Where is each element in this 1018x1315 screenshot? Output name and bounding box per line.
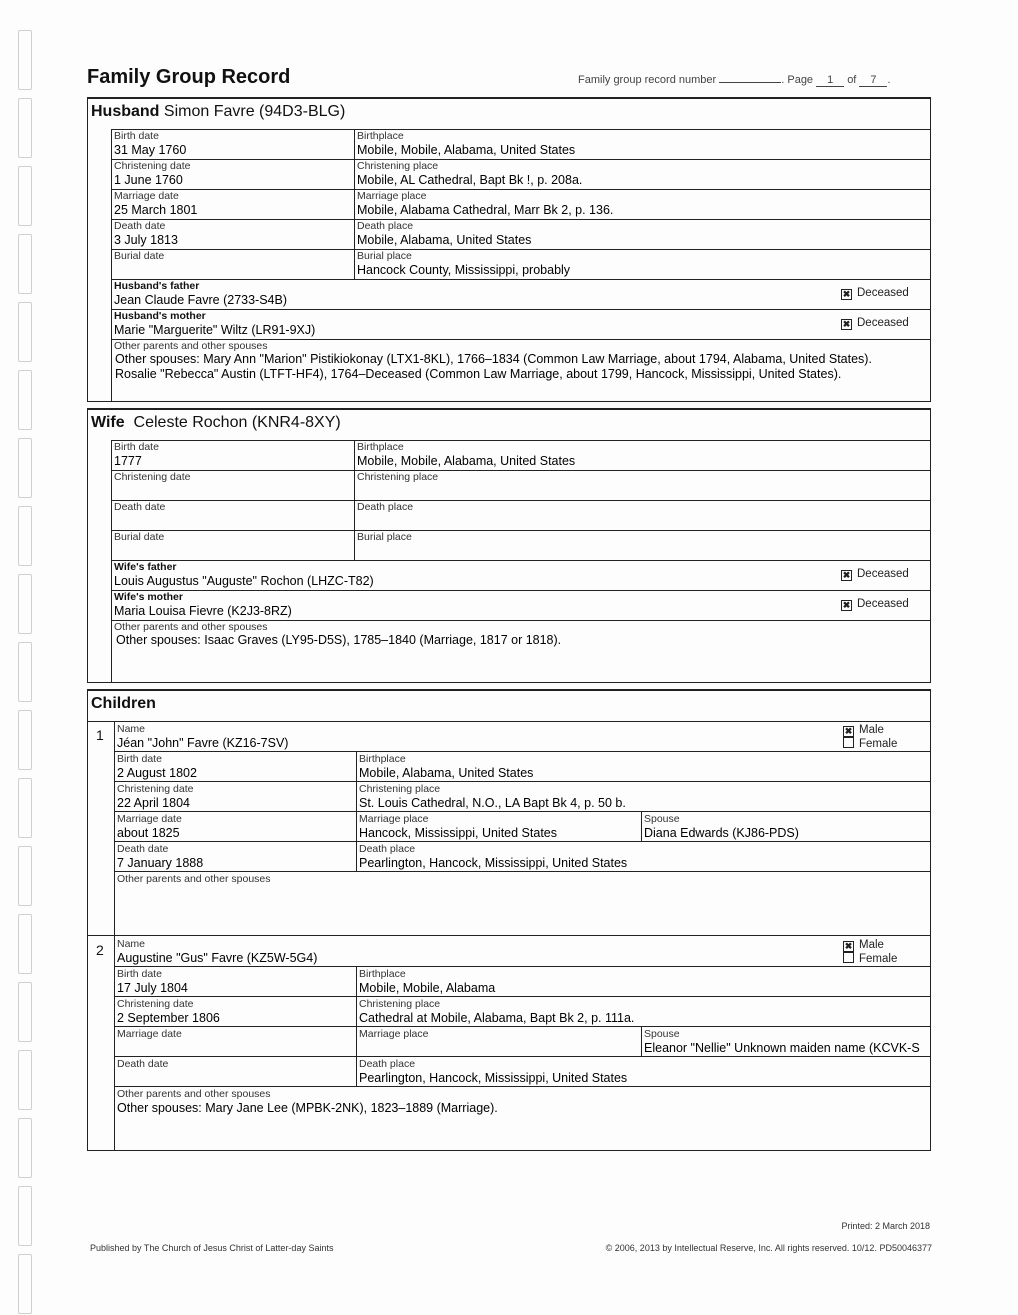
- child-male-option: [843, 724, 884, 737]
- child-marriage-date-label: Marriage date: [117, 813, 182, 825]
- husband-birthplace-label: Birthplace: [357, 130, 404, 142]
- child-other-label: Other parents and other spouses: [117, 873, 271, 885]
- child-christening-place: St. Louis Cathedral, N.O., LA Bapt Bk 4, p. 50 b.: [359, 796, 626, 810]
- child-name: Jéan "John" Favre (KZ16-7SV): [117, 736, 289, 750]
- child-birth-date: 17 July 1804: [117, 981, 188, 995]
- husband-heading: [91, 103, 345, 121]
- child-christening-place-label: Christening place: [359, 998, 441, 1010]
- husband-christening-date-label: Christening date: [114, 160, 191, 172]
- page-total: 7: [859, 74, 887, 87]
- child-male-label: Male: [859, 724, 884, 736]
- wife-birthplace: Mobile, Mobile, Alabama, United States: [357, 454, 576, 468]
- husband-marriage-place: Mobile, Alabama Cathedral, Marr Bk 2, p. 136.: [357, 203, 614, 217]
- child-male-option: [843, 939, 884, 952]
- wife-father-deceased: [841, 568, 909, 581]
- wife-section: [87, 408, 931, 683]
- wife-death-place-label: Death place: [357, 501, 414, 513]
- husband-christening-date: 1 June 1760: [114, 173, 183, 187]
- child-birthplace: Mobile, Mobile, Alabama: [359, 981, 496, 995]
- wife-father: Louis Augustus "Auguste" Rochon (LHZC-T82): [114, 574, 374, 588]
- child-death-date: 7 January 1888: [117, 856, 204, 870]
- husband-christening-place: Mobile, AL Cathedral, Bapt Bk !, p. 208a.: [357, 173, 583, 187]
- wife-burial-place-label: Burial place: [357, 531, 412, 543]
- wife-other-label: Other parents and other spouses: [114, 621, 268, 633]
- child-birthplace: Mobile, Alabama, United States: [359, 766, 534, 780]
- husband-marriage-date-label: Marriage date: [114, 190, 179, 202]
- husband-death-place-label: Death place: [357, 220, 414, 232]
- husband-burial-place-label: Burial place: [357, 250, 412, 262]
- child-name-label: Name: [117, 723, 146, 735]
- page-title: Family Group Record: [87, 66, 291, 88]
- of-label: of: [847, 74, 857, 86]
- husband-birth-date: 31 May 1760: [114, 143, 187, 157]
- wife-mother-label: Wife's mother: [114, 591, 183, 603]
- checkbox-icon: [843, 737, 854, 748]
- husband-other-label: Other parents and other spouses: [114, 340, 268, 352]
- child-christening-date: 2 September 1806: [117, 1011, 220, 1025]
- child-christening-date-label: Christening date: [117, 783, 194, 795]
- wife-mother-deceased: [841, 598, 909, 611]
- husband-birth-date-label: Birth date: [114, 130, 159, 142]
- record-number-meta: Family group record number . Page 1 of 7 .: [578, 74, 891, 86]
- child-marriage-date-label: Marriage date: [117, 1028, 182, 1040]
- checked-box-icon: ✖: [842, 570, 851, 580]
- wife-burial-date-label: Burial date: [114, 531, 165, 543]
- printed-date: Printed: 2 March 2018: [841, 1221, 930, 1231]
- wife-section-label: Wife: [91, 414, 125, 431]
- checked-box-icon: ✖: [842, 600, 851, 610]
- husband-death-date-label: Death date: [114, 220, 166, 232]
- child-other-label: Other parents and other spouses: [117, 1088, 271, 1100]
- child-marriage-place-label: Marriage place: [359, 813, 429, 825]
- children-section: [87, 689, 931, 1151]
- child-name-label: Name: [117, 938, 146, 950]
- husband-section-label: Husband: [91, 103, 160, 120]
- child-number: 1: [96, 727, 104, 743]
- child-christening-date: 22 April 1804: [117, 796, 190, 810]
- husband-death-date: 3 July 1813: [114, 233, 178, 247]
- child-spouse-label: Spouse: [644, 813, 680, 825]
- husband-name: Simon Favre (94D3-BLG): [163, 103, 346, 120]
- wife-father-label: Wife's father: [114, 561, 177, 573]
- record-number-field: [719, 82, 781, 83]
- husband-father-status: Deceased: [857, 287, 909, 299]
- child-birthplace-label: Birthplace: [359, 753, 406, 765]
- wife-mother-status: Deceased: [857, 598, 909, 610]
- child-marriage-place-label: Marriage place: [359, 1028, 429, 1040]
- child-christening-date-label: Christening date: [117, 998, 194, 1010]
- child-birthplace-label: Birthplace: [359, 968, 406, 980]
- husband-mother: Marie "Marguerite" Wiltz (LR91-9XJ): [114, 323, 316, 337]
- child-death-date-label: Death date: [117, 1058, 169, 1070]
- husband-burial-date-label: Burial date: [114, 250, 165, 262]
- wife-death-date-label: Death date: [114, 501, 166, 513]
- husband-mother-label: Husband's mother: [114, 310, 206, 322]
- husband-other-line1: Other spouses: Mary Ann "Marion" Pistikiokonay (LTX1-8KL), 1766–1834 (Common Law Marriage, about 1794, Alabama, United States).: [115, 352, 872, 366]
- child-spouse: Eleanor "Nellie" Unknown maiden name (KCVK-S: [644, 1041, 920, 1055]
- copyright: © 2006, 2013 by Intellectual Reserve, Inc. All rights reserved. 10/12. PD50046377: [605, 1243, 932, 1253]
- child-female-label: Female: [859, 738, 898, 750]
- wife-heading: [91, 414, 341, 432]
- child-death-place: Pearlington, Hancock, Mississippi, United States: [359, 856, 628, 870]
- child-birth-date: 2 August 1802: [117, 766, 197, 780]
- wife-birth-date: 1777: [114, 454, 142, 468]
- child-marriage-place: Hancock, Mississippi, United States: [359, 826, 557, 840]
- wife-father-status: Deceased: [857, 568, 909, 580]
- wife-christening-date-label: Christening date: [114, 471, 191, 483]
- child-spouse: Diana Edwards (KJ86-PDS): [644, 826, 799, 840]
- husband-mother-deceased: [841, 317, 909, 330]
- wife-name: Celeste Rochon (KNR4-8XY): [133, 414, 341, 431]
- child-birth-date-label: Birth date: [117, 753, 162, 765]
- child-spouse-label: Spouse: [644, 1028, 680, 1040]
- checked-box-icon: ✖: [842, 319, 851, 329]
- child-christening-place: Cathedral at Mobile, Alabama, Bapt Bk 2, p. 111a.: [359, 1011, 635, 1025]
- husband-death-place: Mobile, Alabama, United States: [357, 233, 532, 247]
- child-female-option: [843, 952, 897, 965]
- husband-father: Jean Claude Favre (2733-S4B): [114, 293, 288, 307]
- record-number-label: Family group record number: [578, 74, 717, 86]
- husband-mother-status: Deceased: [857, 317, 909, 329]
- child-male-label: Male: [859, 939, 884, 951]
- child-number: 2: [96, 942, 104, 958]
- checkbox-icon: ✖: [844, 726, 853, 736]
- wife-birth-date-label: Birth date: [114, 441, 159, 453]
- wife-birthplace-label: Birthplace: [357, 441, 404, 453]
- husband-other-line2: Rosalie "Rebecca" Austin (LTFT-HF4), 1764–Deceased (Common Law Marriage, about 1799, Hancock, Mississippi, United States).: [115, 367, 842, 381]
- child-marriage-date: about 1825: [117, 826, 180, 840]
- publisher: Published by The Church of Jesus Christ of Latter-day Saints: [90, 1243, 334, 1253]
- checkbox-icon: ✖: [844, 941, 853, 951]
- child-other: Other spouses: Mary Jane Lee (MPBK-2NK), 1823–1889 (Marriage).: [117, 1101, 498, 1115]
- wife-mother: Maria Louisa Fievre (K2J3-8RZ): [114, 604, 292, 618]
- checkbox-icon: [843, 952, 854, 963]
- husband-christening-place-label: Christening place: [357, 160, 439, 172]
- checked-box-icon: ✖: [842, 289, 851, 299]
- child-christening-place-label: Christening place: [359, 783, 441, 795]
- wife-christening-place-label: Christening place: [357, 471, 439, 483]
- child-death-date-label: Death date: [117, 843, 169, 855]
- child-death-place-label: Death place: [359, 843, 416, 855]
- page-number: 1: [816, 74, 844, 87]
- husband-birthplace: Mobile, Mobile, Alabama, United States: [357, 143, 576, 157]
- husband-father-deceased: [841, 287, 909, 300]
- wife-other-line1: Other spouses: Isaac Graves (LY95-D5S), 1785–1840 (Marriage, 1817 or 1818).: [116, 633, 562, 647]
- husband-burial-place: Hancock County, Mississippi, probably: [357, 263, 571, 277]
- child-female-label: Female: [859, 953, 898, 965]
- husband-section: [87, 97, 931, 402]
- child-female-option: [843, 737, 897, 750]
- child-death-place-label: Death place: [359, 1058, 416, 1070]
- children-section-label: Children: [91, 695, 156, 712]
- husband-marriage-place-label: Marriage place: [357, 190, 427, 202]
- children-heading: [91, 695, 156, 713]
- husband-marriage-date: 25 March 1801: [114, 203, 198, 217]
- page-label: Page: [787, 74, 814, 86]
- child-name: Augustine "Gus" Favre (KZ5W-5G4): [117, 951, 318, 965]
- child-death-place: Pearlington, Hancock, Mississippi, United States: [359, 1071, 628, 1085]
- husband-father-label: Husband's father: [114, 280, 200, 292]
- child-birth-date-label: Birth date: [117, 968, 162, 980]
